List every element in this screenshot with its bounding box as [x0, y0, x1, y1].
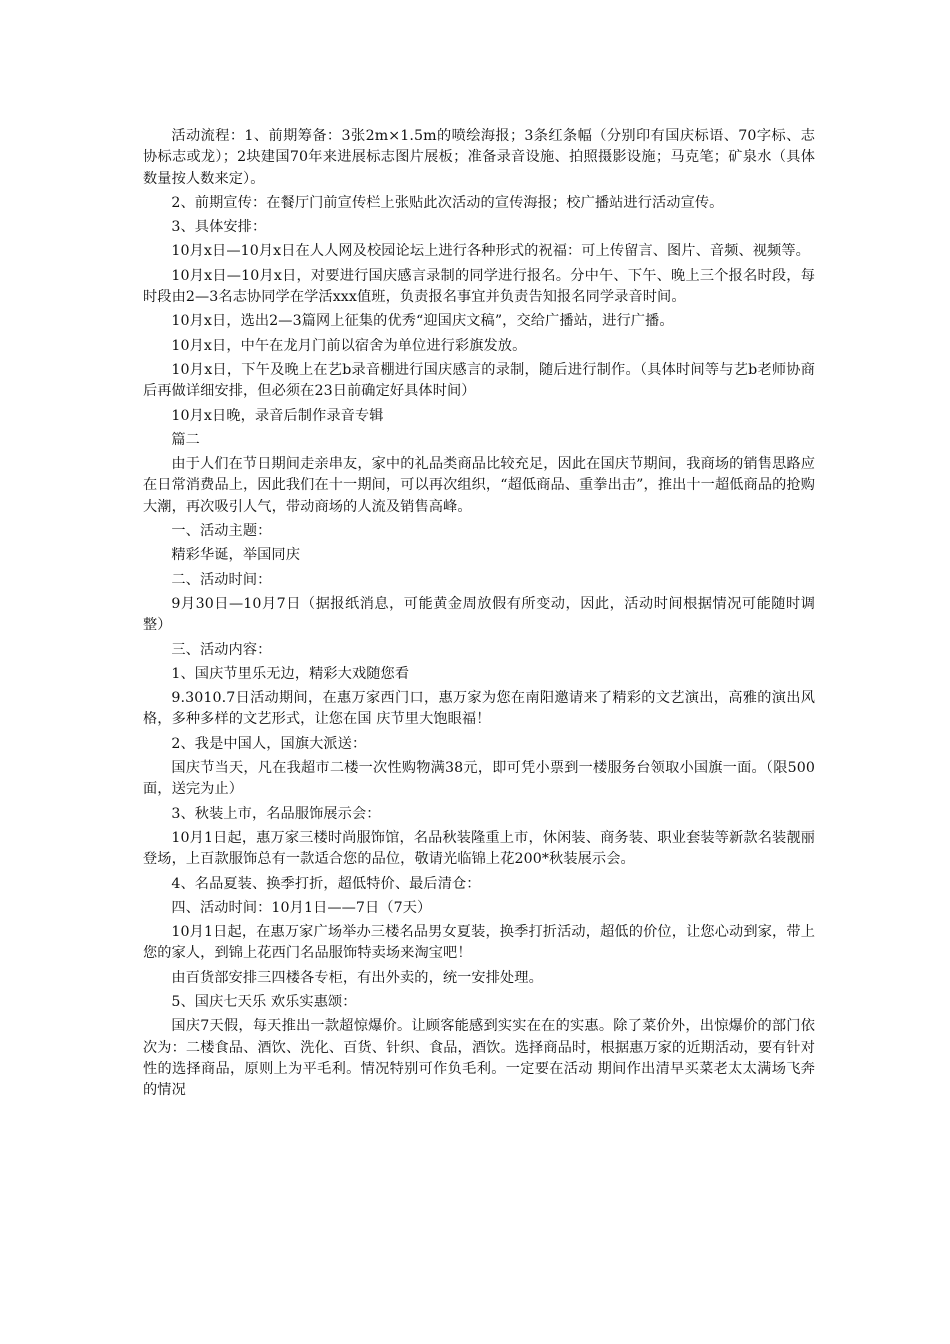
paragraph: 5、国庆七天乐 欢乐实惠颂：	[171, 993, 357, 1010]
paragraph: 由百货部安排三四楼各专柜，有出外卖的，统一安排处理。	[171, 969, 543, 986]
paragraph: 四、活动时间：10月1日——7日（7天）	[171, 899, 432, 916]
paragraph: 10月x日—10月x日，对要进行国庆感言录制的同学进行报名。分中午、下午、晚上三个报名时段，每时段由2—3名志协同学在学活xxx值班，负责报名事宜并负责告知报名同学录音时间。	[143, 267, 815, 306]
paragraph: 一、活动主题：	[171, 523, 272, 540]
paragraph: 国庆7天假，每天推出一款超惊爆价。让顾客能感到实实在在的实惠。除了菜价外，出惊爆价的部门依次为：二楼食品、酒饮、洗化、百货、针织、食品，酒饮。选择商品时，根据惠万家的近期活动，要有针对性的选择商品，原则上为平毛利。情况特别可作负毛利。一定要在活动 期间作出清早买菜老太太满场飞奔的情况	[143, 1018, 815, 1099]
paragraph: 10月x日，下午及晚上在艺b录音棚进行国庆感言的录制，随后进行制作。（具体时间等与艺b老师协商后再做详细安排，但必须在23日前确定好具体时间）	[143, 361, 815, 400]
paragraph: 2、前期宣传：在餐厅门前宣传栏上张贴此次活动的宣传海报；校广播站进行活动宣传。	[171, 194, 724, 211]
document-body	[143, 126, 815, 1101]
paragraph: 精彩华诞，举国同庆	[171, 547, 300, 564]
paragraph: 二、活动时间：	[171, 571, 272, 588]
paragraph: 3、秋装上市，名品服饰展示会：	[171, 805, 381, 822]
paragraph: 10月1日起，惠万家三楼时尚服饰馆，名品秋装隆重上市，休闲装、商务装、职业套装等新款名装靓丽登场，上百款服饰总有一款适合您的品位，敬请光临锦上花200*秋装展示会。	[143, 829, 815, 868]
paragraph: 10月x日，中午在龙月门前以宿舍为单位进行彩旗发放。	[171, 337, 527, 354]
paragraph: 10月x日，选出2—3篇网上征集的优秀“迎国庆文稿”，交给广播站，进行广播。	[171, 313, 674, 330]
paragraph: 2、我是中国人，国旗大派送：	[171, 735, 367, 752]
paragraph: 三、活动内容：	[171, 641, 272, 658]
section-heading: 篇二	[171, 431, 200, 448]
paragraph: 由于人们在节日期间走亲串友，家中的礼品类商品比较充足，因此在国庆节期间，我商场的销售思路应在日常消费品上，因此我们在十一期间，可以再次组织，“超低商品、重拳出击”，推出十一超低商品的抢购大潮，再次吸引人气，带动商场的人流及销售高峰。	[143, 456, 815, 515]
paragraph: 9.3010.7日活动期间，在惠万家西门口，惠万家为您在南阳邀请来了精彩的文艺演出，高雅的演出风格，多种多样的文艺形式，让您在国 庆节里大饱眼福！	[143, 690, 815, 728]
paragraph: 9月30日—10月7日（据报纸消息，可能黄金周放假有所变动，因此，活动时间根据情况可能随时调整）	[143, 595, 815, 634]
paragraph: 10月x日晚，录音后制作录音专辑	[171, 407, 384, 424]
paragraph: 国庆节当天，凡在我超市二楼一次性购物满38元，即可凭小票到一楼服务台领取小国旗一面。（限500面，送完为止）	[143, 760, 815, 798]
paragraph: 10月x日—10月x日在人人网及校园论坛上进行各种形式的祝福：可上传留言、图片、音频、视频等。	[171, 243, 810, 260]
paragraph: 4、名品夏装、换季打折，超低特价、最后清仓：	[171, 875, 481, 892]
paragraph: 3、具体安排：	[171, 219, 267, 236]
paragraph: 活动流程：1、前期筹备：3张2m×1.5m的喷绘海报；3条红条幅（分别印有国庆标语、70字标、志协标志或龙）；2块建国70年来进展标志图片展板；准备录音设施、拍照摄影设施；马克笔；矿泉水（具体数量按人数来定）。	[143, 128, 815, 187]
paragraph: 1、国庆节里乐无边，精彩大戏随您看	[171, 665, 410, 682]
paragraph: 10月1日起，在惠万家广场举办三楼名品男女夏装，换季打折活动，超低的价位，让您心动到家，带上您的家人，到锦上花西门名品服饰特卖场来淘宝吧！	[143, 924, 815, 962]
